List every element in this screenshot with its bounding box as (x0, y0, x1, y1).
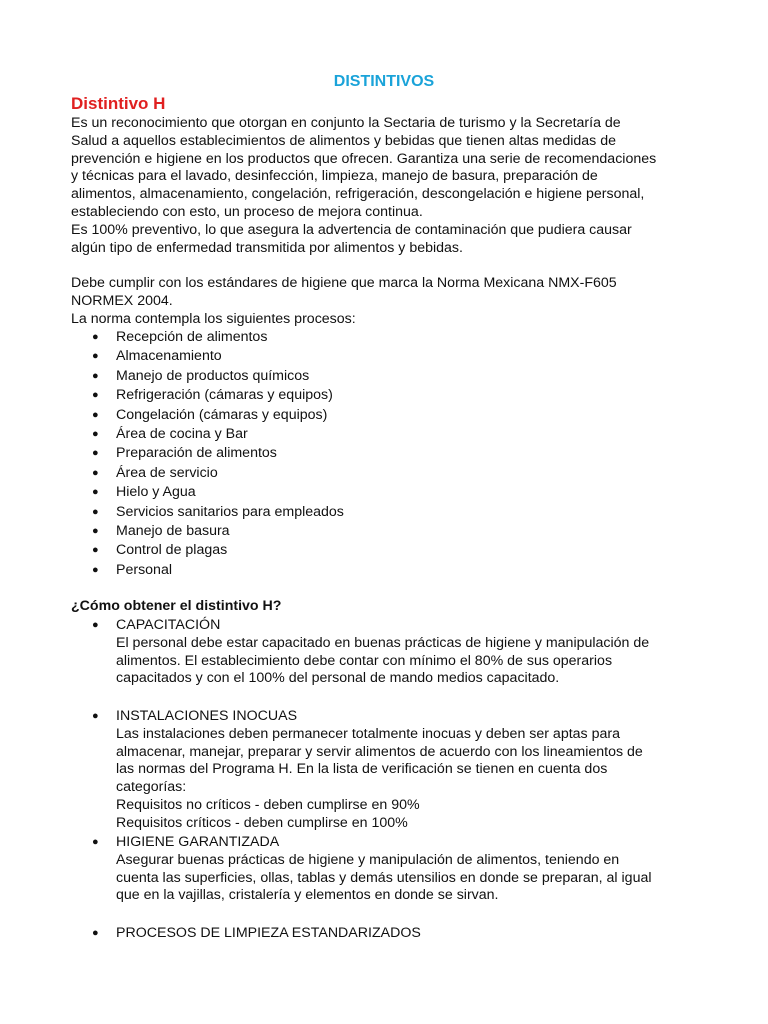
step-line: almacenar, manejar, preparar y servir alimentos de acuerdo con los lineamientos de (116, 743, 643, 760)
step-line: Requisitos críticos - deben cumplirse en 100% (116, 814, 408, 831)
text-line: prevención e higiene en los productos que ofrecen. Garantiza una serie de recomendaciones (71, 150, 657, 167)
list-item: ● Área de cocina y Bar (71, 425, 344, 444)
step-capacitacion (71, 617, 711, 688)
intro-paragraph (71, 115, 711, 329)
text-line: Es 100% preventivo, lo que asegura la advertencia de contaminación que pudiera causar (71, 221, 632, 238)
text-line: algún tipo de enfermedad transmitida por alimentos y bebidas. (71, 239, 463, 256)
text-line: estableciendo con esto, un proceso de mejora continua. (71, 203, 423, 220)
text-line: Debe cumplir con los estándares de higiene que marca la Norma Mexicana NMX-F605 (71, 275, 617, 292)
bullet-icon: ● (92, 619, 99, 631)
step-title: HIGIENE GARANTIZADA (116, 834, 280, 850)
step-line: Requisitos no críticos - deben cumplirse en 90% (116, 796, 420, 813)
text-line: alimentos, almacenamiento, congelación, refrigeración, descongelación e higiene personal, (71, 186, 645, 203)
step-line: las normas del Programa H. En la lista de verificación se tienen en cuenta dos (116, 761, 608, 778)
blank-line (71, 257, 711, 275)
step-title: CAPACITACIÓN (116, 617, 221, 633)
bullet-icon: ● (92, 927, 99, 939)
list-item: ● Área de servicio (71, 464, 344, 483)
list-item: ● Recepción de alimentos (71, 328, 344, 347)
bullet-icon: ● (92, 710, 99, 722)
step-line: alimentos. El establecimiento debe contar con mínimo el 80% de sus operarios (116, 652, 613, 669)
step-title: PROCESOS DE LIMPIEZA ESTANDARIZADOS (116, 925, 421, 941)
step-line: Asegurar buenas prácticas de higiene y manipulación de alimentos, teniendo en (116, 851, 620, 868)
step-line: categorías: (116, 779, 187, 796)
bullet-icon: ● (92, 836, 99, 848)
step-title: INSTALACIONES INOCUAS (116, 708, 298, 724)
process-list (71, 328, 344, 580)
step-line: cuenta las superficies, ollas, tablas y demás utensilios en donde se preparan, al igual (116, 869, 652, 886)
step-line: Las instalaciones deben permanecer totalmente inocuas y deben ser aptas para (116, 725, 620, 742)
section-heading: Distintivo H (71, 94, 166, 113)
list-item: ● Congelación (cámaras y equipos) (71, 406, 344, 425)
list-item: ● Manejo de productos químicos (71, 367, 344, 386)
text-line: Salud a aquellos establecimientos de alimentos y bebidas que tienen altas medidas de (71, 132, 616, 149)
text-line: La norma contempla los siguientes procesos: (71, 310, 356, 327)
list-item: ● Refrigeración (cámaras y equipos) (71, 386, 344, 405)
step-line: El personal debe estar capacitado en buenas prácticas de higiene y manipulación de (116, 634, 650, 651)
text-line: y técnicas para el lavado, desinfección, limpieza, manejo de basura, preparación de (71, 168, 598, 185)
step-instalaciones (71, 708, 711, 833)
list-item: ● Hielo y Agua (71, 483, 344, 502)
step-procesos-limpieza (71, 925, 711, 943)
list-item: ● Personal (71, 561, 344, 580)
list-item: ● Manejo de basura (71, 522, 344, 541)
step-higiene (71, 834, 711, 905)
list-item: ● Servicios sanitarios para empleados (71, 503, 344, 522)
list-item: ● Almacenamiento (71, 347, 344, 366)
step-line: que en la vajillas, cristalería y elementos en donde se sirvan. (116, 887, 499, 904)
list-item: ● Control de plagas (71, 541, 344, 560)
list-item: ● Preparación de alimentos (71, 444, 344, 463)
how-to-heading: ¿Cómo obtener el distintivo H? (71, 598, 282, 614)
step-line: capacitados y con el 100% del personal de mando medios capacitado. (116, 670, 560, 687)
document-title: DISTINTIVOS (333, 73, 435, 90)
text-line: Es un reconocimiento que otorgan en conjunto la Sectaria de turismo y la Secretaría de (71, 115, 621, 131)
text-line: NORMEX 2004. (71, 292, 173, 309)
